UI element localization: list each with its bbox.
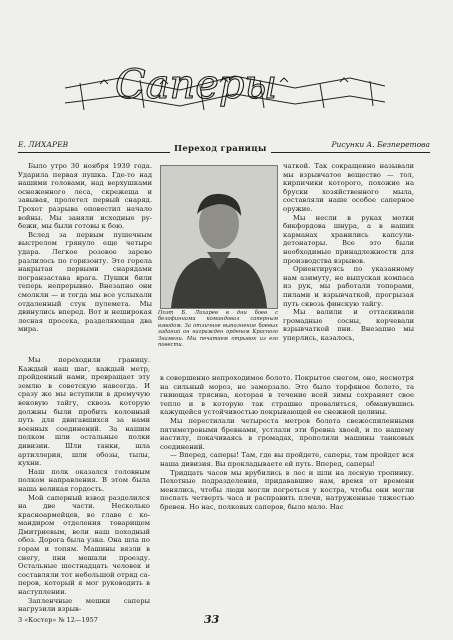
paragraph: Мы несли в руках мотки бикфордова шнура, а в наших карманах хранились капсули-детонаторы. Все это были необходимые принадлежности для производства взрывов. [283,213,414,265]
article-column-3 [18,356,150,614]
paragraph: Вслед за первым пушечным выстрелом грянуло еще четыре удара. Легкое розовое зарево разлилось по горизонту. Это горела накрытая первыми снарядами погранзастава врага. Пушки били теперь непрерывно. Внезапно они смолкли — и тогда мы все услыхали отдаленный стук пулемета. Мы двинулись вперед. Вот и неширокая лесная просека, разделяющая два мира. [18,230,152,334]
page-number: 33 [204,613,220,626]
paragraph: Запленчные мешки саперы нагрузили взрыв- [18,596,150,614]
author-name: Е. ЛИХАРЕВ [18,140,69,149]
paragraph: Тридцать часов мы врубились в лес и шли на лесную тропинку. Пехотные подразделения, придававшие нам, время от времени менялись, чтобы люди могли погреться у костра, чтобы они могли поспать четверть часа и расправить плечи, натруженные тяжестью бревен. Но нас, полковых саперов, было мало. Нас [160,468,414,511]
paragraph: Мы переходили границу. Каждый наш шаг, каждый метр, пройденный нами, превращает эту землю в советскую навсегда. И сразу же мы вступили в дремучую вековую тайгу, сквозь которую должны были пробить колонный путь для двигавшихся за нами военных соединений. За нашим полком шли остальные полки дивизии. Шли танки, шла артиллерия, шли обозы, тылы, кухни. [18,356,150,468]
article-column-4 [160,374,414,512]
paragraph: в совершенно непроходимое болото. Покрытое снегом, оно, несмотря на сильный мороз, не замерзало. Это было торфяное болото, та гниющая трясина, которая в течение всей зимы сохраняет свое тепло и в которую так страшно провалиться, обманувшись кажущейся устойчивостью покрывающей ее снежной целины. [160,374,414,417]
article-column-1 [18,162,152,334]
paragraph: Ориентируясь по указанному нам азимуту, не выпуская компаса из рук, мы работали топорами, пилами и взрывчаткой, прогрызая путь сквозь финскую тайгу. [283,265,414,308]
publication-info: 3 «Костер» № 12—1957 [18,616,98,624]
illustrator-credit: Рисунки А. Безперетова [331,140,430,149]
paragraph: — Вперед, саперы! Там, где вы пройдете, саперы, там пройдет вся наша дивизия. Вы прокладываете ей путь. Вперед, саперы! [160,451,414,468]
title-barbed-wire-art [60,48,390,128]
portrait-illustration [161,166,277,308]
page-title: Саперы [115,62,278,108]
page-footer [18,613,430,628]
paragraph: Было утро 30 ноября 1939 года. Ударила первая пушка. Где-то над нашими головами, над верхушками оснеженного леса, скрежеща и завывая, пролетел первый снаряд. Грохот разрыва оповестил начало войны. Мы заняли исходные рубежи, мы были готовы к бою. [18,162,152,231]
photo-caption: Поэт Б. Лихарев в дни боев с белофиннами командовал саперным взводом. За отличное выполнение боевых заданий он награжден орденом Красного Знамени. Мы печатаем отрывок из его повести. [158,310,278,349]
author-portrait [160,165,278,309]
paragraph: Мы валили и оттаскивали громадные сосны, корчевали взрывчаткой пни. Внезапно мы уперлись, казалось, [283,308,414,342]
paragraph: Наш полк оказался головным полком направления. В этом была наша великая гордость. [18,467,150,493]
paragraph: Мы перестилали четыреста метров болота свежеспиленными пятиметровыми бревнами, устлали эти бревна хвоей, и по нашему настилу, покачиваясь в громадах, прополили машины танковых соединений. [160,416,414,451]
paragraph: Мой саперный взвод разделился на две части. Несколько красноармейцев, во главе с командиром отделения товарищем Дмитриевым, вели наш походный обоз. Дорога была узка. Она шла по горам и топям. Машины вязли в снегу, пни мешали проезду. Остальные шестнадцать человек и составляли тот небольшой отряд саперов, который я мог руководить в наступлении. [18,493,150,597]
paragraph: чаткой. Так сокращенно называли мы взрывчатое вещество — тол, кирпичики которого, похожие на бруски хозяйственного мыла, составляли наше особое саперное оружие. [283,162,414,213]
section-title: Переход границы [170,144,271,154]
article-column-2 [283,162,414,342]
